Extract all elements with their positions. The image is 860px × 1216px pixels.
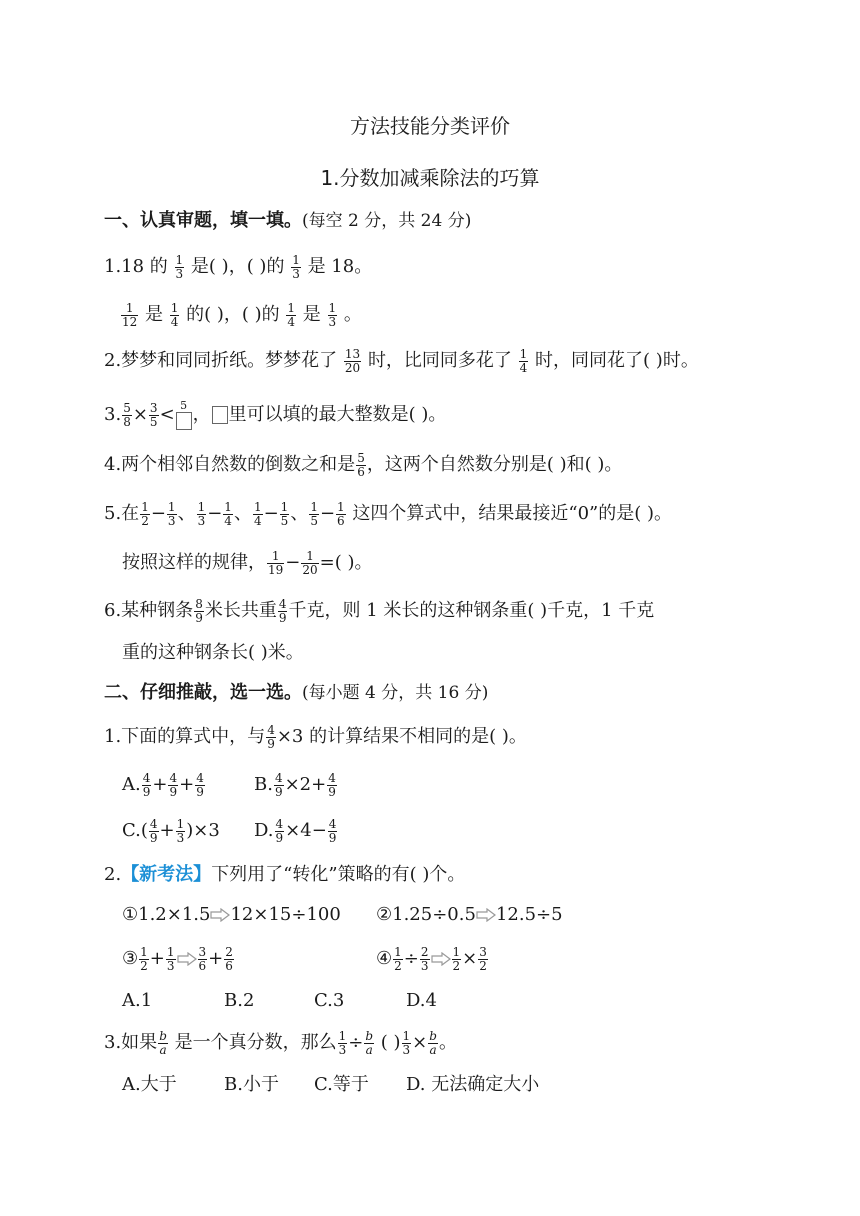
section2-heading-row [104, 678, 488, 708]
fraction: $\frac{8}{9}$ [195, 596, 203, 625]
fraction: $\frac{2}{3}$ [420, 944, 429, 973]
fraction: $\frac{1}{4}$ [170, 300, 179, 329]
convert-arrow-icon [476, 908, 496, 922]
fraction: $\frac{4}{9}$ [278, 596, 287, 625]
c2-option-c[interactable]: C.3 [314, 990, 345, 1011]
fraction: $\frac{4}{9}$ [328, 770, 336, 799]
convert-arrow-icon [177, 952, 197, 966]
option-label: B. [254, 774, 273, 795]
c1-stem [104, 722, 527, 752]
q6-text: 6.某种钢条 [104, 600, 194, 621]
c2-option-d[interactable]: D.4 [406, 990, 437, 1011]
q1-line-a [104, 252, 372, 282]
c2-option-a[interactable]: A.1 [122, 990, 153, 1011]
option-label: A. [122, 774, 141, 795]
fraction: $\frac{1}{3}$ [292, 252, 300, 281]
q2-text: 时，同同花了( )时。 [535, 350, 699, 371]
q3-text: 3. [104, 404, 122, 425]
fraction: $\frac{1}{3}$ [166, 944, 175, 973]
c1-option-b[interactable]: B. $\frac{4}{9}$ ×2+ $\frac{4}{9}$ [254, 770, 336, 799]
fraction: $\frac{4}{9}$ [196, 770, 204, 799]
q6-line-a [104, 596, 654, 626]
q5-text: =( )。 [319, 552, 373, 573]
c1-option-d[interactable]: D. $\frac{4}{9}$ ×4− $\frac{4}{9}$ [254, 816, 337, 845]
q5-text: 这四个算式中，结果最接近“0”的是( )。 [346, 503, 673, 524]
fraction: $\frac{4}{9}$ [169, 770, 178, 799]
answer-box [176, 412, 192, 430]
q5-line-a: 5.在 $\frac{1}{2}$ − $\frac{1}{3}$ 、 $\frac{1}{3}$ − $\frac{1}{4}$ 、 $\frac{1}{4}$ − $\frac{1}{5}$ 、 $\frac{1}{5}$ − $\frac{1}{6}$ 这四个算式中，结果最接近“0”的是( )。 [104, 499, 673, 528]
q6-text: 千克，则 1 米长的这种钢条重( )千克，1 千克 [288, 600, 655, 621]
fraction: $\frac{1}{5}$ [280, 499, 289, 528]
q3-text: < [159, 404, 175, 425]
fraction: $\frac{1}{2}$ [452, 944, 461, 973]
q5-text: 按照这样的规律， [122, 552, 266, 573]
section1-heading: 一、认真审题，填一填。 [104, 210, 302, 231]
q1-text: 是 [145, 304, 164, 325]
fraction: $\frac{4}{9}$ [267, 722, 275, 751]
q3-text: 里可以填的最大整数是( )。 [228, 404, 447, 425]
q5-line-b: 按照这样的规律， $\frac{1}{19}$ − $\frac{1}{20}$ =( )。 [122, 548, 373, 577]
fraction: $\frac{1}{3}$ [338, 1028, 347, 1057]
c2-text: 2. [104, 864, 122, 885]
fraction: $\frac{4}{9}$ [149, 816, 158, 845]
q2-text: 时，比同同多花了 [367, 350, 512, 371]
q4-text: 4.两个相邻自然数的倒数之和是 [104, 454, 356, 475]
c2-stem [104, 860, 465, 890]
fraction: $\frac{1}{2}$ [141, 499, 149, 528]
q1-text: 的( )，( )的 [186, 304, 280, 325]
q3-text: × [132, 404, 148, 425]
c2-option-b[interactable]: B.2 [224, 990, 255, 1011]
c1-option-a[interactable]: A. $\frac{4}{9}$ + $\frac{4}{9}$ + $\frac{4}{9}$ [122, 770, 204, 799]
page-title: 方法技能分类评价 [350, 114, 510, 138]
q3-text: ， [192, 404, 211, 425]
fraction: $\frac{4}{9}$ [274, 770, 283, 799]
box-fraction: 5 [175, 400, 193, 430]
fraction: $\frac{1}{3}$ [176, 816, 185, 845]
fraction: $\frac{1}{20}$ [302, 548, 318, 577]
c1-text: 1.下面的算式中，与 [104, 726, 266, 747]
c2-item-2: ②1.25÷0.5 12.5÷5 [376, 904, 563, 925]
c2-item-1: ①1.2×1.5 12×15÷100 [122, 904, 341, 925]
q2-text: 2.梦梦和同同折纸。梦梦花了 [104, 350, 338, 371]
c2-item-4: ④ $\frac{1}{2}$ ÷ $\frac{2}{3}$ $\frac{1}{2}$ × $\frac{3}{2}$ [376, 944, 487, 973]
q1-line-b [120, 300, 362, 330]
q1-text: 。 [343, 304, 362, 325]
c3-option-b[interactable]: B.小于 [224, 1074, 279, 1095]
answer-box [212, 406, 228, 424]
fraction: $\frac{1}{12}$ [122, 300, 138, 329]
fraction: $\frac{1}{19}$ [268, 548, 284, 577]
fraction: $\frac{4}{9}$ [142, 770, 151, 799]
fraction: $\frac{3}{5}$ [149, 400, 158, 429]
convert-arrow-icon [210, 908, 230, 922]
q6-text: 米长共重 [204, 600, 277, 621]
q6-text: 重的这种钢条长( )米。 [122, 642, 304, 663]
q5-text: 5.在 [104, 503, 140, 524]
fraction: $\frac{1}{4}$ [287, 300, 296, 329]
section1-heading-row [104, 206, 471, 236]
fraction: $\frac{5}{8}$ [123, 400, 131, 429]
c1-option-c[interactable]: C.( $\frac{4}{9}$ + $\frac{1}{3}$ )×3 [122, 816, 220, 845]
fraction: $\frac{b}{a}$ [159, 1028, 167, 1057]
option-label: C.( [122, 820, 148, 841]
fraction: $\frac{1}{4}$ [253, 499, 262, 528]
fraction: $\frac{1}{4}$ [224, 499, 232, 528]
fraction: $\frac{1}{2}$ [394, 944, 402, 973]
c2-text: 下列用了“转化”策略的有( )个。 [211, 864, 466, 885]
fraction: $\frac{4}{9}$ [275, 816, 284, 845]
fraction: $\frac{1}{3}$ [402, 1028, 411, 1057]
q4-line [104, 450, 622, 480]
c1-text: ×3 的计算结果不相同的是( )。 [276, 726, 527, 747]
fraction: $\frac{1}{3}$ [175, 252, 184, 281]
option-label: D. [254, 820, 274, 841]
c3-stem: 3.如果 $\frac{b}{a}$ 是一个真分数，那么 $\frac{1}{3}$ ÷ $\frac{b}{a}$ ( ) $\frac{1}{3}$ × $\frac{b}{a}$ 。 [104, 1028, 457, 1057]
c3-option-a[interactable]: A.大于 [122, 1074, 177, 1095]
fraction: $\frac{1}{5}$ [310, 499, 318, 528]
fraction: $\frac{1}{3}$ [197, 499, 206, 528]
fraction: $\frac{b}{a}$ [429, 1028, 437, 1057]
fraction: $\frac{1}{6}$ [337, 499, 345, 528]
fraction: $\frac{2}{6}$ [225, 944, 233, 973]
q6-line-b [122, 638, 304, 668]
fraction: $\frac{1}{2}$ [140, 944, 148, 973]
fraction: $\frac{13}{20}$ [344, 346, 361, 375]
fraction: $\frac{3}{6}$ [198, 944, 207, 973]
convert-arrow-icon [431, 952, 451, 966]
page-subtitle: 1.分数加减乘除法的巧算 [320, 166, 540, 190]
new-method-tag: 【新考法】 [121, 864, 212, 885]
fraction: $\frac{1}{4}$ [519, 346, 528, 375]
q1-text: 是 18。 [307, 256, 373, 277]
fraction: $\frac{1}{3}$ [167, 499, 176, 528]
fraction: $\frac{3}{2}$ [479, 944, 487, 973]
section2-heading: 二、仔细推敲，选一选。 [104, 682, 302, 703]
fraction: $\frac{b}{a}$ [365, 1028, 374, 1057]
fraction: $\frac{1}{3}$ [328, 300, 337, 329]
section2-note: (每小题 4 分，共 16 分) [302, 683, 489, 703]
c3-option-d[interactable]: D. 无法确定大小 [406, 1074, 540, 1095]
c2-item-3: ③ $\frac{1}{2}$ + $\frac{1}{3}$ $\frac{3}{6}$ + $\frac{2}{6}$ [122, 944, 233, 973]
q4-text: ，这两个自然数分别是( )和( )。 [366, 454, 623, 475]
q3-line [104, 400, 446, 430]
q1-text: 是( )，( )的 [190, 256, 285, 277]
fraction: $\frac{5}{6}$ [357, 450, 365, 479]
section1-note: (每空 2 分，共 24 分) [302, 211, 472, 231]
c3-option-c[interactable]: C.等于 [314, 1074, 369, 1095]
q2-line [104, 346, 699, 376]
q1-text: 是 [302, 304, 321, 325]
q1-text: 1.18 的 [104, 256, 168, 277]
fraction: $\frac{4}{9}$ [328, 816, 337, 845]
